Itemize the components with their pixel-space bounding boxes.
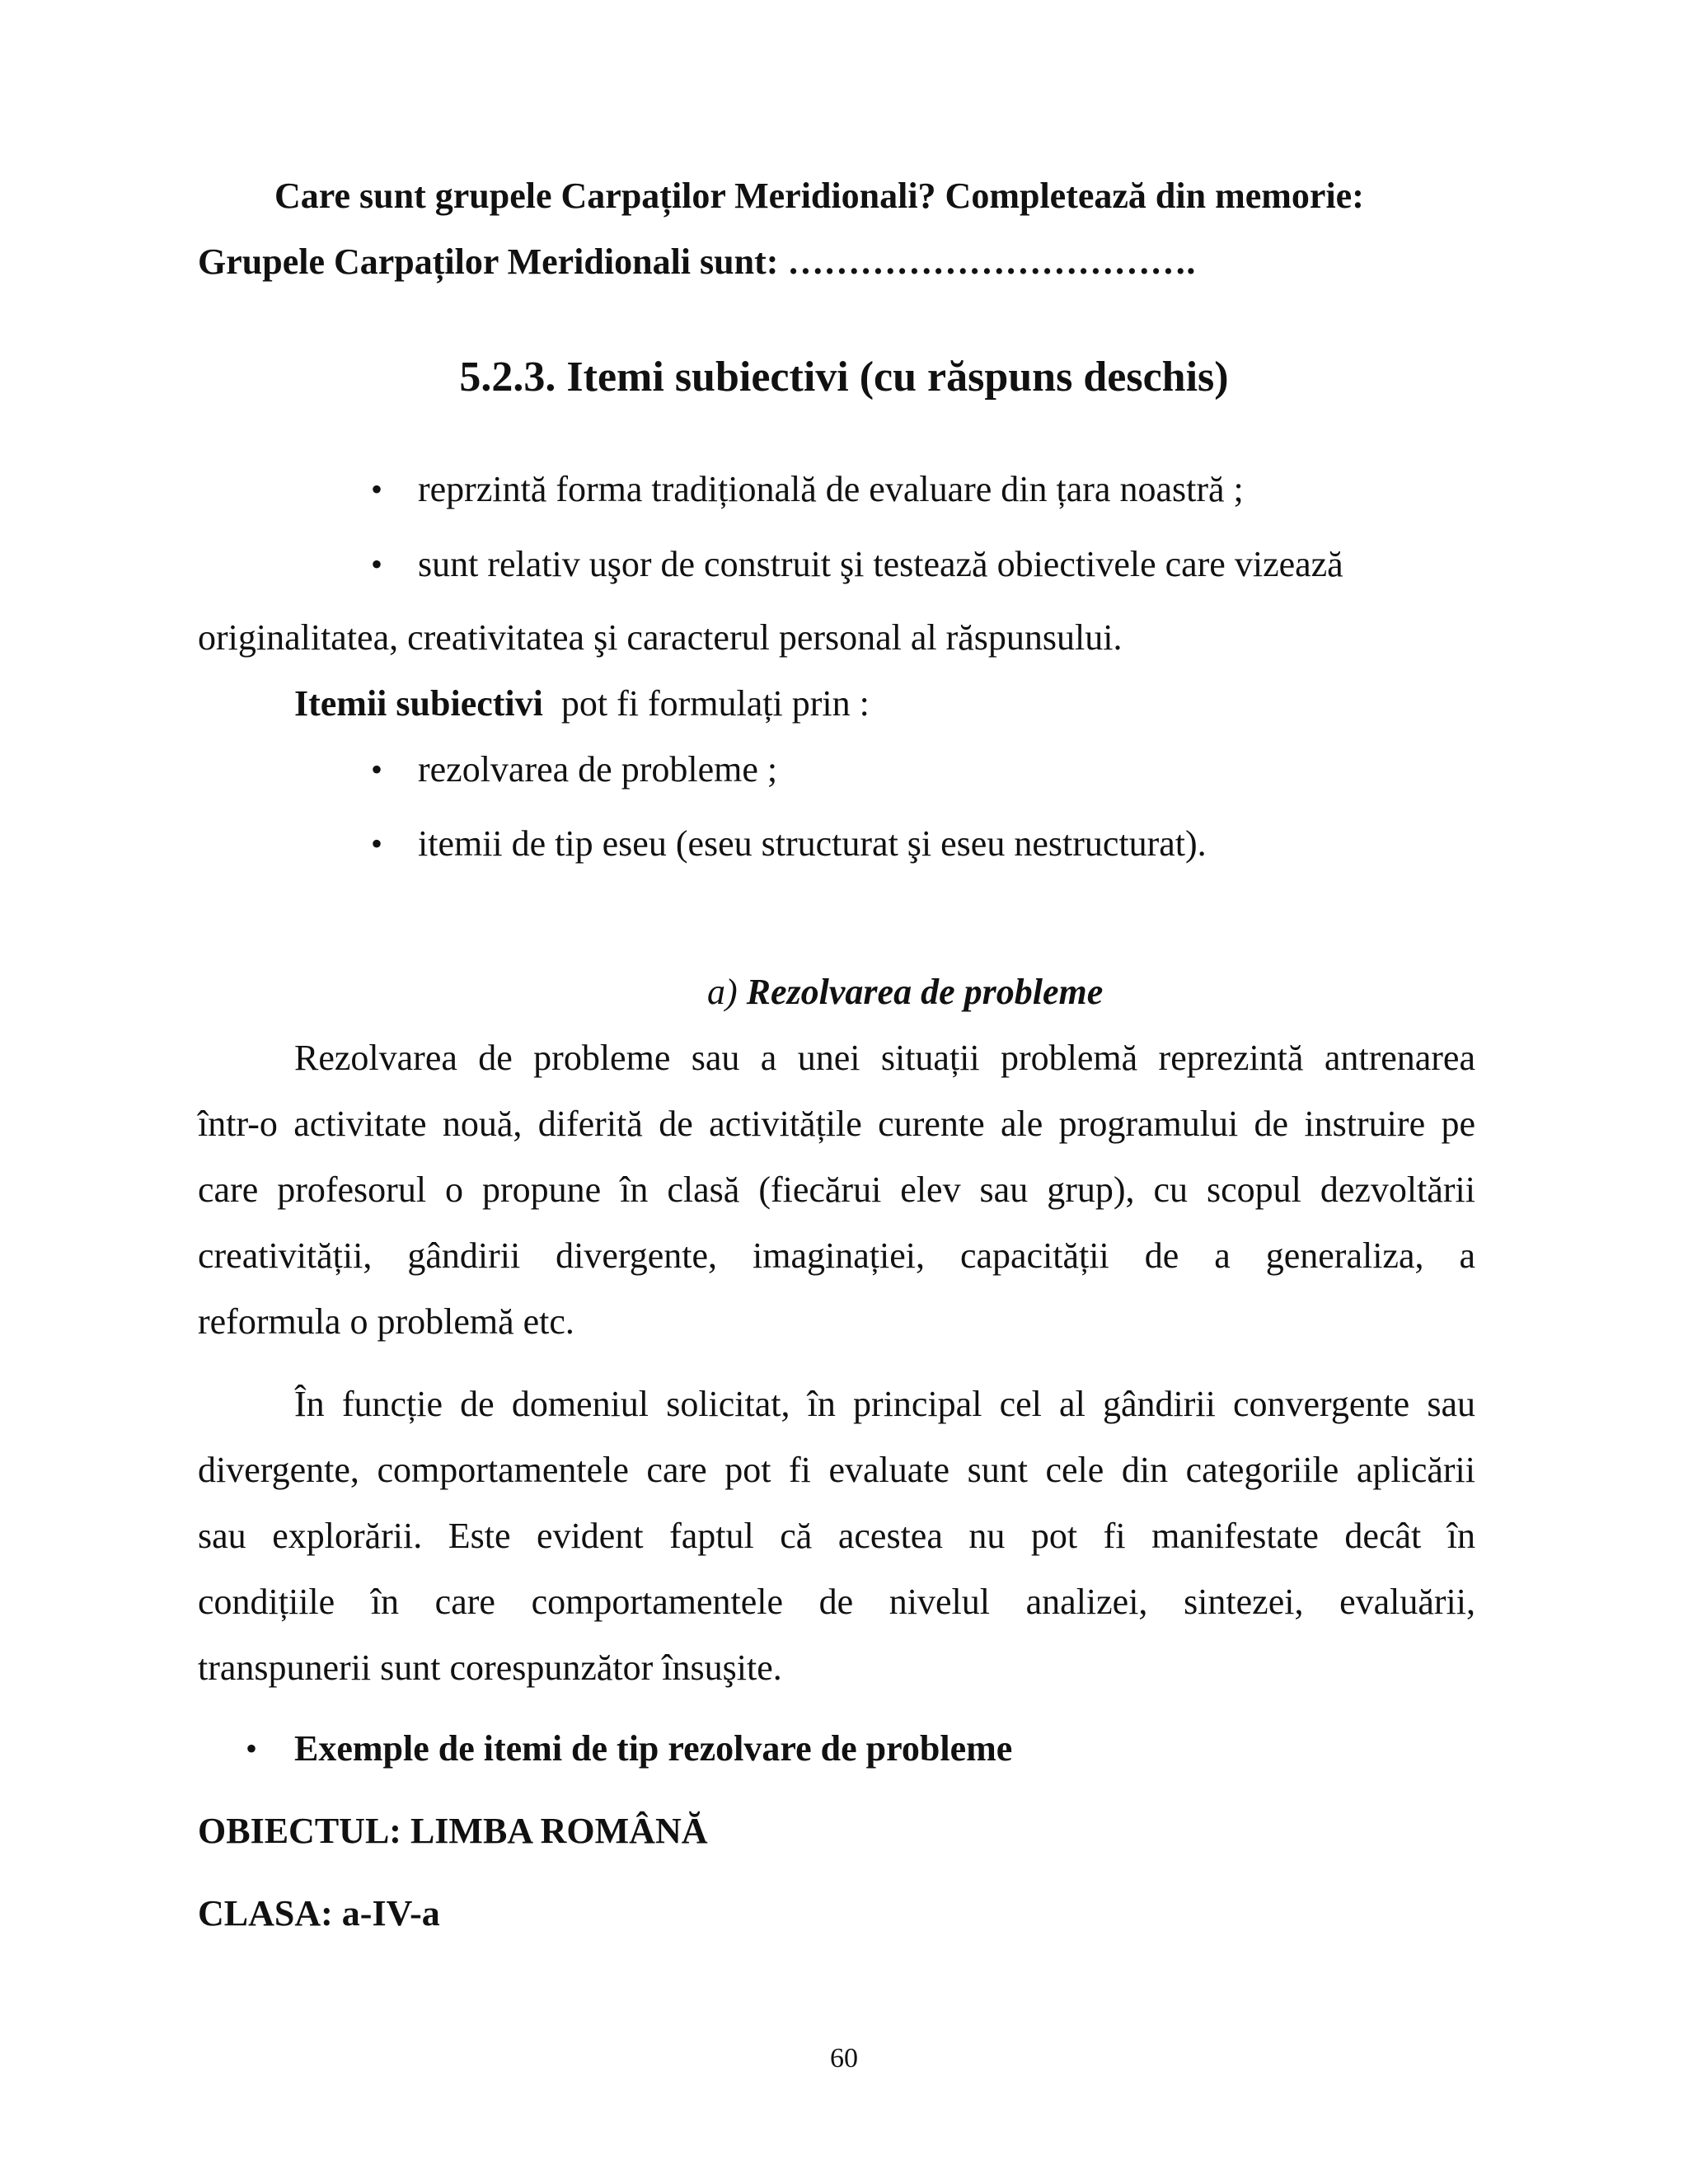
bullet-icon: • [246, 1730, 258, 1767]
paragraph-2-line-3: sau explorării. Este evident faptul că acestea nu pot fi manifestate decât în [198, 1516, 1475, 1556]
paragraph-1-line-5: reformula o problemă etc. [198, 1301, 574, 1342]
question-line-1: Care sunt grupele Carpaților Meridionali? Completează din memorie: [274, 176, 1364, 216]
paragraph-2-line-4: condițiile în care comportamentele de nivelul analizei, sintezei, evaluării, [198, 1582, 1475, 1622]
bullet-icon: • [371, 546, 383, 583]
bullet-text-1: reprzintă forma tradițională de evaluare din țara noastră ; [418, 469, 1244, 509]
formulation-rest: pot fi formulați prin : [560, 683, 870, 724]
page-number: 60 [830, 2043, 858, 2074]
paragraph-2-line-5: transpunerii sunt corespunzător însuşite. [198, 1647, 782, 1688]
paragraph-2-line-1: În funcție de domeniul solicitat, în principal cel al gândirii convergente sau [294, 1384, 1475, 1424]
formulation-line [294, 682, 870, 725]
subsection-prefix: a) [707, 972, 738, 1012]
bullet-icon: • [371, 825, 383, 862]
question-line-2: Grupele Carpaților Meridionali sunt: ……………………………. [198, 241, 1196, 282]
type-bullet-1: rezolvarea de probleme ; [418, 749, 778, 790]
subsection-title: Rezolvarea de probleme [746, 972, 1104, 1012]
formulation-bold-term: Itemii subiectivi [294, 683, 543, 724]
paragraph-1-line-4: creativității, gândirii divergente, imaginației, capacității de a generaliza, a [198, 1235, 1475, 1276]
paragraph-1-line-2: într-o activitate nouă, diferită de activitățile curente ale programului de instruire pe [198, 1104, 1475, 1144]
paragraph-2-line-2: divergente, comportamentele care pot fi evaluate sunt cele din categoriile aplicării [198, 1450, 1475, 1490]
paragraph-1-line-3: care profesorul o propune în clasă (fiecărui elev sau grup), cu scopul dezvoltării [198, 1169, 1475, 1210]
bullet-text-2: sunt relativ uşor de construit şi testează obiectivele care vizează [418, 544, 1343, 584]
examples-heading: Exemple de itemi de tip rezolvare de probleme [294, 1728, 1013, 1769]
bullet-text-2-continuation: originalitatea, creativitatea şi caracterul personal al răspunsului. [198, 617, 1123, 658]
paragraph-1-line-1: Rezolvarea de probleme sau a unei situații problemă reprezintă antrenarea [294, 1038, 1475, 1078]
subject-line: OBIECTUL: LIMBA ROMÂNĂ [198, 1811, 708, 1851]
bullet-icon: • [371, 471, 383, 508]
bullet-icon: • [371, 751, 383, 788]
class-line: CLASA: a-IV-a [198, 1893, 440, 1933]
type-bullet-2: itemii de tip eseu (eseu structurat şi eseu nestructurat). [418, 823, 1207, 864]
subsection-heading [707, 971, 1103, 1014]
section-heading: 5.2.3. Itemi subiectivi (cu răspuns deschis) [459, 354, 1229, 401]
